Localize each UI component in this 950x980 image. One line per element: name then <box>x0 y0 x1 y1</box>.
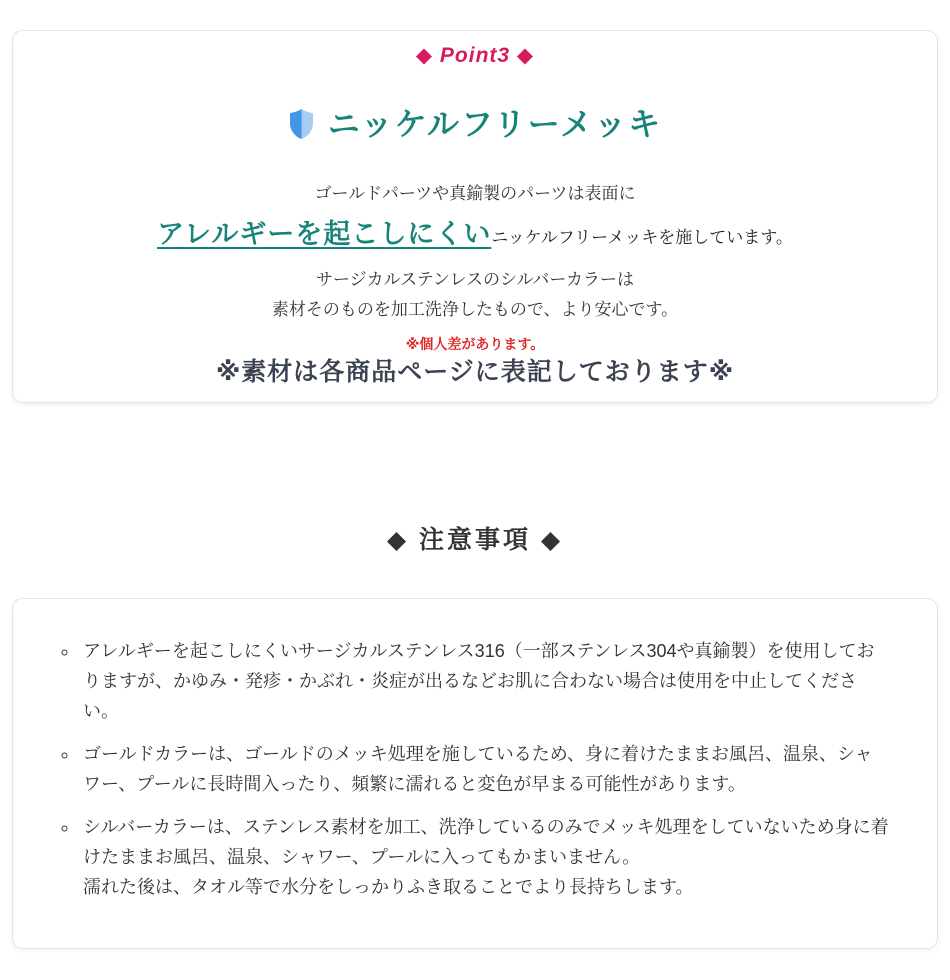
caution-item-text: 濡れた後は、タオル等で水分をしっかりふき取ることでより長持ちします。 <box>83 877 694 897</box>
caution-heading: ◆ 注意事項 ◆ <box>386 526 564 554</box>
point3-card <box>12 30 938 403</box>
point3-line2 <box>33 217 917 255</box>
point3-badge: ◆ Point3 ◆ <box>415 44 535 67</box>
caution-item-silver-color <box>79 812 889 902</box>
caution-item-allergy <box>79 636 889 726</box>
point3-line2-rest: ニッケルフリーメッキを施しています。 <box>491 228 793 247</box>
caution-item-text: ゴールドカラーは、ゴールドのメッキ処理を施しているため、身に着けたままお風呂、温泉、シャワー、プールに長時間入ったり、頻繁に濡れると変色が早まる可能性があります。 <box>83 744 873 794</box>
shield-icon <box>288 108 315 140</box>
point3-title-row <box>33 105 917 143</box>
point3-title: ニッケルフリーメッキ <box>327 106 663 142</box>
point3-line1: ゴールドパーツや真鍮製のパーツは表面に <box>314 184 636 203</box>
point3-line4: 素材そのものを加工洗浄したもので、より安心です。 <box>271 300 679 319</box>
product-info-page <box>0 30 950 980</box>
caution-item-gold-color <box>79 739 889 799</box>
allergy-highlight-text: アレルギーを起こしにくい <box>157 219 492 249</box>
caution-item-text: ◦ シルバーカラーは、ステンレス素材を加工、洗浄しているのみでメッキ処理をしていないため身に着けたままお風呂、温泉、シャワー、プールに入ってもかまいません。 <box>83 817 889 867</box>
point3-line3: サージカルステンレスのシルバーカラーは <box>315 270 635 289</box>
caution-list <box>55 636 889 902</box>
caution-card <box>12 598 938 949</box>
material-note: ※素材は各商品ページに表記しております※ <box>215 358 735 386</box>
caution-item-text: アレルギーを起こしにくいサージカルステンレス316（一部ステンレス304や真鍮製）を使用しておりますが、かゆみ・発疹・かぶれ・炎症が出るなどお肌に合わない場合は使用を中止してください。 <box>83 641 875 721</box>
individual-difference-note: ※個人差があります。 <box>405 336 545 352</box>
